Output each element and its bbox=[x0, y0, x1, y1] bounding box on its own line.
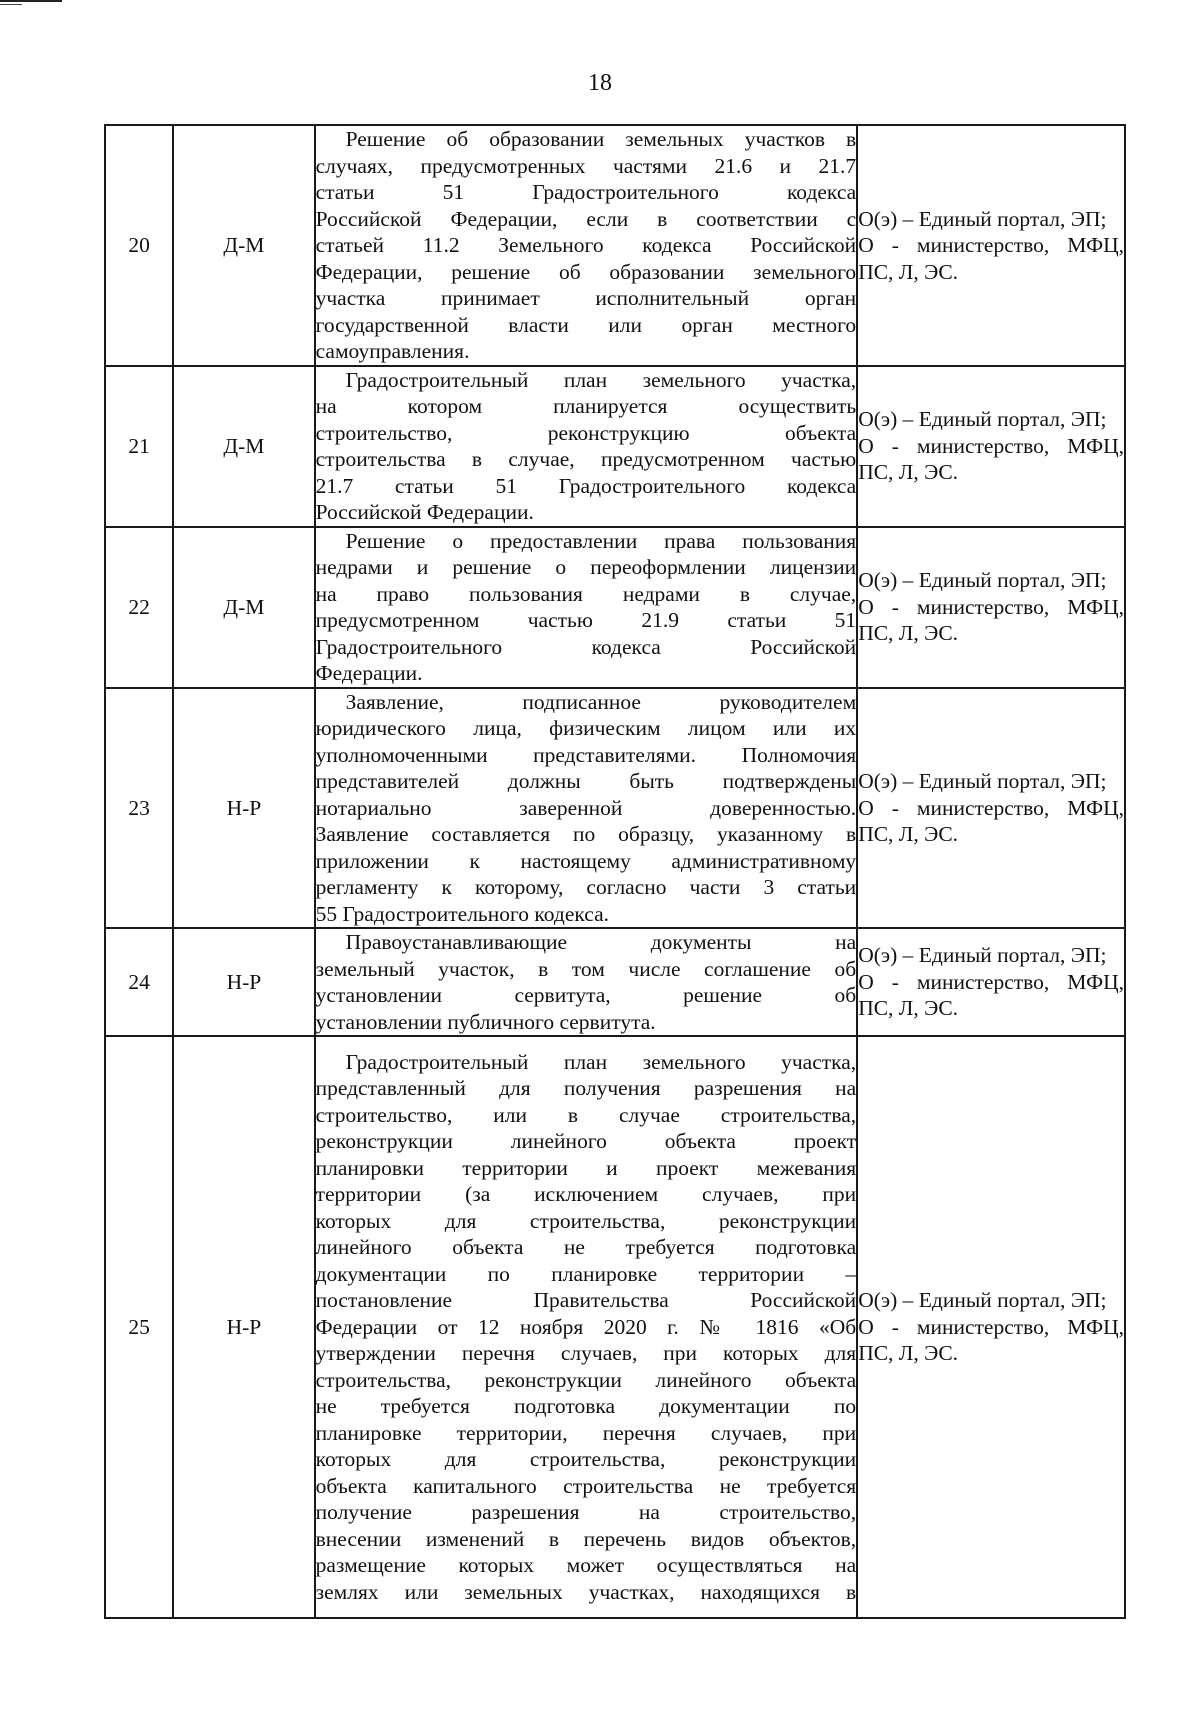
description-line: регламенту к которому, согласно части 3 статьи bbox=[315, 875, 857, 899]
description-line: строительство, или в случае строительства, bbox=[315, 1102, 857, 1127]
description-line: строительства в случае, предусмотренном частью bbox=[315, 447, 857, 471]
source-line: О(э) – Единый портал, ЭП; bbox=[858, 769, 1107, 793]
description-line: юридического лица, физическим лицом или их bbox=[315, 716, 857, 740]
source-line: ПС, Л, ЭС. bbox=[858, 996, 959, 1021]
description-line: на право пользования недрами в случае, bbox=[315, 581, 857, 606]
description-line: случаях, предусмотренных частями 21.6 и 21.7 bbox=[315, 153, 857, 178]
description-line: приложении к настоящему административному bbox=[315, 848, 857, 873]
document-source-cell bbox=[857, 125, 1125, 366]
description-line: представителей должны быть подтверждены bbox=[315, 769, 857, 793]
description-line: Градостроительный план земельного участка, bbox=[345, 1049, 857, 1074]
description-line: объекта капитального строительства не требуется bbox=[315, 1473, 857, 1498]
description-line: Федерации. bbox=[315, 661, 423, 685]
row-number-cell: 25 bbox=[105, 1036, 173, 1618]
description-line: документации по планировке территории – bbox=[315, 1261, 857, 1286]
row-number-cell: 23 bbox=[105, 688, 173, 929]
source-line: ПС, Л, ЭС. bbox=[858, 259, 959, 284]
table-row bbox=[105, 125, 1125, 366]
description-line: строительство, реконструкцию объекта bbox=[315, 420, 857, 445]
description-line: представленный для получения разрешения на bbox=[315, 1076, 857, 1101]
row-number-cell: 20 bbox=[105, 125, 173, 366]
description-line: установлении публичного сервитута. bbox=[315, 1009, 656, 1034]
description-line: государственной власти или орган местного bbox=[315, 312, 857, 337]
source-line: О(э) – Единый портал, ЭП; bbox=[858, 206, 1107, 231]
description-line: Заявление составляется по образцу, указанному в bbox=[315, 822, 857, 846]
table-row bbox=[105, 1036, 1125, 1618]
scan-edge-mark bbox=[0, 0, 62, 2]
description-line: Федерации, решение об образовании земельного bbox=[315, 259, 857, 284]
description-line: Решение об образовании земельных участков в bbox=[345, 127, 857, 151]
document-description-cell bbox=[315, 1036, 858, 1618]
description-line: Решение о предоставлении права пользования bbox=[345, 528, 857, 553]
description-line: землях или земельных участках, находящихся в bbox=[315, 1579, 857, 1604]
document-category-cell: Д-М bbox=[173, 527, 314, 688]
row-number-cell: 24 bbox=[105, 928, 173, 1036]
documents-table bbox=[104, 124, 1126, 1619]
description-line: статьи 51 Градостроительного кодекса bbox=[315, 180, 857, 204]
document-category-cell: Д-М bbox=[173, 125, 314, 366]
description-line: Российской Федерации, если в соответствии с bbox=[315, 206, 857, 231]
description-line: Федерации от 12 ноября 2020 г. № 1816 «Об bbox=[315, 1314, 857, 1339]
document-source-cell bbox=[857, 1036, 1125, 1618]
description-line: Правоустанавливающие документы на bbox=[345, 930, 857, 954]
description-line: статьей 11.2 Земельного кодекса Российской bbox=[315, 233, 857, 257]
table-body bbox=[105, 125, 1125, 1618]
description-line: 55 Градостроительного кодекса. bbox=[315, 901, 610, 926]
source-line: О(э) – Единый портал, ЭП; bbox=[858, 407, 1107, 432]
description-line: которых для строительства, реконструкции bbox=[315, 1208, 857, 1233]
document-category-cell: Н-Р bbox=[173, 1036, 314, 1618]
source-line: ПС, Л, ЭС. bbox=[858, 822, 959, 846]
description-line: участка принимает исполнительный орган bbox=[315, 286, 857, 310]
document-source-cell bbox=[857, 527, 1125, 688]
description-line: территории (за исключением случаев, при bbox=[315, 1182, 857, 1207]
source-line: О - министерство, МФЦ, bbox=[858, 433, 1124, 458]
description-line: земельный участок, в том числе соглашение об bbox=[315, 956, 857, 981]
description-line: Градостроительного кодекса Российской bbox=[315, 634, 857, 659]
table-row bbox=[105, 366, 1125, 527]
table-row bbox=[105, 928, 1125, 1036]
description-line: размещение которых может осуществляться на bbox=[315, 1553, 857, 1578]
description-line: внесении изменений в перечень видов объектов, bbox=[315, 1526, 857, 1551]
description-line: на котором планируется осуществить bbox=[315, 394, 857, 418]
table-row bbox=[105, 527, 1125, 688]
description-line: 21.7 статьи 51 Градостроительного кодекса bbox=[315, 473, 857, 498]
description-line: недрами и решение о переоформлении лицензии bbox=[315, 555, 857, 579]
description-line: установлении сервитута, решение об bbox=[315, 983, 857, 1007]
source-line: О - министерство, МФЦ, bbox=[858, 594, 1124, 619]
description-line: планировке территории, перечня случаев, при bbox=[315, 1420, 857, 1445]
document-category-cell: Д-М bbox=[173, 366, 314, 527]
description-line: которых для строительства, реконструкции bbox=[315, 1447, 857, 1472]
table-row bbox=[105, 688, 1125, 929]
document-description-cell bbox=[315, 125, 858, 366]
source-line: ПС, Л, ЭС. bbox=[858, 1341, 959, 1366]
description-line: уполномоченными представителями. Полномочия bbox=[315, 742, 857, 767]
description-line: самоуправления. bbox=[315, 339, 470, 363]
description-line: линейного объекта не требуется подготовка bbox=[315, 1235, 857, 1260]
document-source-cell bbox=[857, 928, 1125, 1036]
description-line: строительства, реконструкции линейного объекта bbox=[315, 1367, 857, 1392]
page-number: 18 bbox=[588, 70, 612, 96]
description-line: Градостроительный план земельного участка, bbox=[345, 367, 857, 392]
description-line: Российской Федерации. bbox=[315, 500, 534, 524]
document-description-cell bbox=[315, 928, 858, 1036]
description-line: не требуется подготовка документации по bbox=[315, 1394, 857, 1419]
document-description-cell bbox=[315, 688, 858, 929]
document-source-cell bbox=[857, 366, 1125, 527]
source-line: ПС, Л, ЭС. bbox=[858, 621, 959, 646]
description-line: нотариально заверенной доверенностью. bbox=[315, 795, 857, 820]
row-number-cell: 22 bbox=[105, 527, 173, 688]
description-line: планировки территории и проект межевания bbox=[315, 1155, 857, 1180]
description-line: предусмотренном частью 21.9 статьи 51 bbox=[315, 608, 857, 632]
source-line: О - министерство, МФЦ, bbox=[858, 233, 1124, 257]
document-category-cell: Н-Р bbox=[173, 688, 314, 929]
row-number-cell: 21 bbox=[105, 366, 173, 527]
source-line: О(э) – Единый портал, ЭП; bbox=[858, 568, 1107, 593]
scan-edge-mark-secondary bbox=[0, 4, 22, 5]
description-line: Заявление, подписанное руководителем bbox=[345, 689, 857, 714]
source-line: О - министерство, МФЦ, bbox=[858, 969, 1124, 994]
document-category-cell: Н-Р bbox=[173, 928, 314, 1036]
description-line: реконструкции линейного объекта проект bbox=[315, 1129, 857, 1154]
description-line: утверждении перечня случаев, при которых для bbox=[315, 1341, 857, 1366]
source-line: О - министерство, МФЦ, bbox=[858, 1314, 1124, 1339]
description-line: постановление Правительства Российской bbox=[315, 1288, 857, 1313]
source-line: О(э) – Единый портал, ЭП; bbox=[858, 1288, 1107, 1313]
document-description-cell bbox=[315, 366, 858, 527]
source-line: О(э) – Единый портал, ЭП; bbox=[858, 943, 1107, 968]
document-description-cell bbox=[315, 527, 858, 688]
description-line: получение разрешения на строительство, bbox=[315, 1500, 857, 1525]
document-source-cell bbox=[857, 688, 1125, 929]
source-line: ПС, Л, ЭС. bbox=[858, 460, 959, 485]
source-line: О - министерство, МФЦ, bbox=[858, 795, 1124, 820]
